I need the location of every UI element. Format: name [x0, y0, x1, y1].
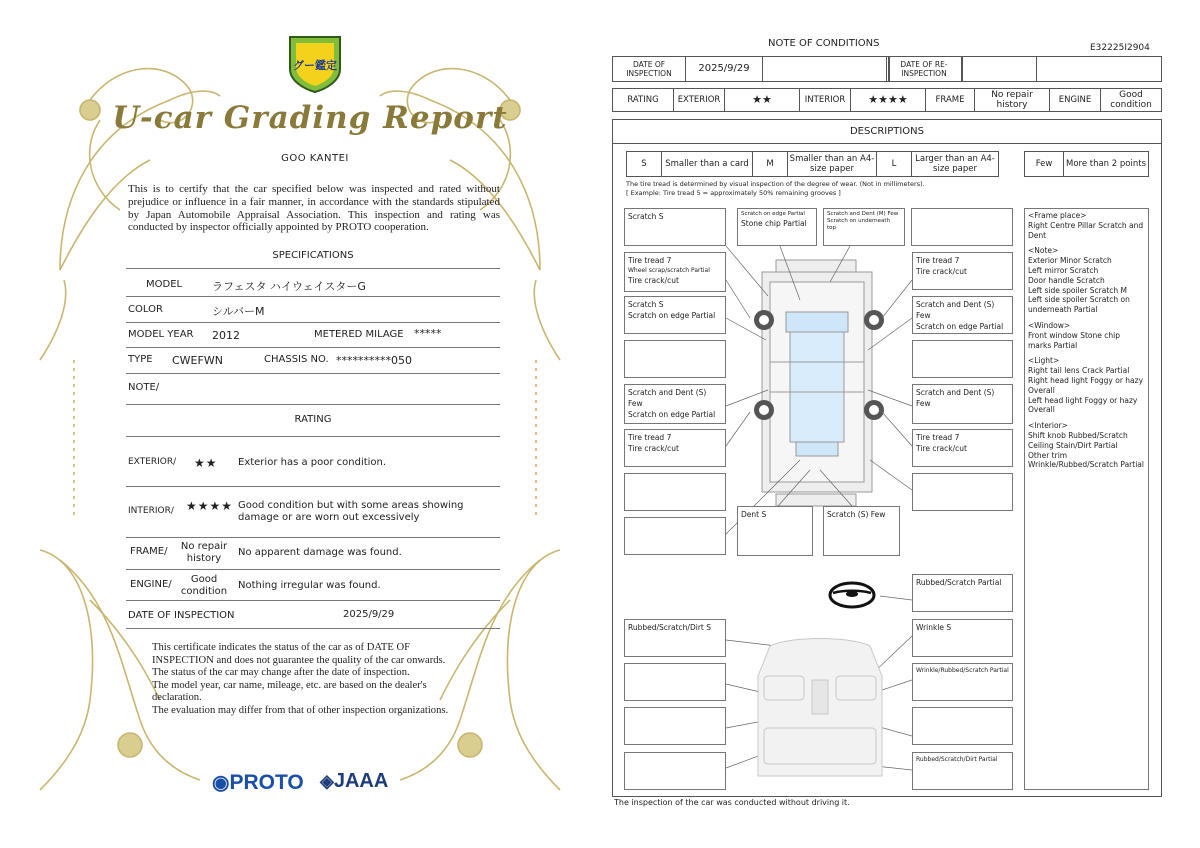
condition-text: Scratch (S) Few — [827, 510, 886, 519]
condition-box — [912, 574, 1013, 612]
engine-description: Nothing irregular was found. — [238, 580, 381, 591]
divider — [126, 569, 500, 570]
legend-l: L — [876, 151, 912, 177]
note-line: Other trim — [1028, 450, 1068, 460]
divider — [126, 537, 500, 538]
model-year-label: MODEL YEAR — [128, 329, 194, 340]
certificate-footer — [152, 642, 472, 718]
condition-text: Wheel scrap/scratch Partial — [628, 267, 710, 274]
condition-box — [624, 707, 726, 745]
condition-text: Rubbed/Scratch/Dirt S — [628, 623, 711, 632]
condition-box — [624, 252, 726, 292]
engine-value: Good condition — [1100, 88, 1162, 112]
color-label: COLOR — [128, 304, 163, 315]
note-line: Right Centre Pillar Scratch and Dent — [1028, 220, 1144, 240]
condition-box — [624, 208, 726, 246]
model-year-value: 2012 — [212, 329, 240, 342]
note-line: Left mirror Scratch — [1028, 265, 1099, 275]
condition-box — [737, 208, 817, 246]
badge-text: グー鑑定 — [293, 59, 337, 72]
condition-text: Tire crack/cut — [628, 276, 679, 285]
legend-few: Few — [1024, 151, 1064, 177]
condition-text: Tire crack/cut — [628, 444, 679, 453]
condition-text: top — [827, 225, 837, 231]
sheet-title: NOTE OF CONDITIONS — [768, 38, 880, 49]
specifications-heading: SPECIFICATIONS — [272, 250, 354, 261]
frame-label: FRAME/ — [130, 546, 168, 557]
certificate-subtitle: GOO KANTEI — [281, 153, 349, 164]
condition-text: Scratch and Dent (M) Few — [827, 211, 899, 217]
note-line: Left head light Foggy or hazy Overall — [1028, 395, 1138, 415]
note-line: Exterior Minor Scratch — [1028, 256, 1112, 266]
condition-text: Scratch on underneath — [827, 218, 891, 224]
note-line: Ceiling Stain/Dirt Partial — [1028, 440, 1118, 450]
date-of-reinspection-label: DATE OF RE-INSPECTION — [886, 56, 962, 82]
condition-box — [624, 663, 726, 701]
note-line: <Interior> — [1028, 421, 1068, 431]
footer-line: The evaluation may differ from that of other inspection organizations. — [152, 704, 449, 716]
legend-s-desc: Smaller than a card — [661, 151, 753, 177]
tire-note-example: [ Example: Tire tread 5 = approximately 50% remaining grooves ] — [626, 189, 841, 197]
condition-text: Scratch on edge Partial — [741, 211, 805, 217]
frame-value: No repair history — [974, 88, 1050, 112]
certificate-intro: This is to certify that the car specified below was inspected and rated without prejudice or influence in a fair manner, in accordance with the standards stipulated by Japan Automobile Appraisal Association. This inspection and rating was conducted by inspector officially appointed by PROTO cooperation. — [128, 183, 500, 234]
note-line: Front window Stone chip marks Partial — [1028, 330, 1120, 350]
interior-label: INTERIOR — [799, 88, 851, 112]
divider — [126, 628, 500, 629]
condition-text: Wrinkle/Rubbed/Scratch Partial — [916, 667, 1009, 674]
note-line: Left side spoiler Scratch on underneath Partial — [1028, 295, 1130, 315]
legend-s: S — [626, 151, 662, 177]
divider — [126, 486, 500, 487]
model-label: MODEL — [146, 279, 183, 290]
condition-box — [912, 619, 1013, 657]
condition-box — [737, 506, 813, 556]
divider — [126, 347, 500, 348]
note-line: Right head light Foggy or hazy Overall — [1028, 375, 1144, 395]
legend-m-desc: Smaller than an A4-size paper — [787, 151, 877, 177]
exterior-stars: ★★ — [724, 88, 800, 112]
jaaa-logo-text: JAAA — [333, 770, 389, 792]
condition-text: Scratch S — [628, 212, 664, 221]
note-line: Wrinkle/Rubbed/Scratch Partial — [1028, 460, 1144, 470]
exterior-description: Exterior has a poor condition. — [238, 457, 387, 468]
notes-panel — [1024, 208, 1149, 790]
rating-label: RATING — [612, 88, 674, 112]
condition-text: Scratch and Dent (S) Few — [916, 300, 995, 320]
condition-text: Tire tread 7 — [628, 433, 672, 442]
note-line: Shift knob Rubbed/Scratch — [1028, 430, 1128, 440]
metered-mileage-label: METERED MILAGE — [314, 329, 404, 340]
condition-box — [624, 340, 726, 378]
chassis-label: CHASSIS NO. — [264, 354, 329, 365]
condition-box — [912, 296, 1013, 334]
engine-label: ENGINE/ — [130, 579, 172, 590]
type-label: TYPE — [128, 354, 153, 365]
metered-mileage-value: ***** — [414, 327, 442, 340]
interior-stars: ★★★★ — [850, 88, 926, 112]
condition-box — [624, 296, 726, 334]
divider — [126, 322, 500, 323]
legend-few-desc: More than 2 points — [1063, 151, 1149, 177]
steering-wheel-icon — [827, 580, 877, 610]
note-label: NOTE/ — [128, 382, 160, 393]
date-of-inspection-value: 2025/9/29 — [685, 56, 763, 82]
color-value: シルバーM — [212, 305, 265, 318]
sheet-footer: The inspection of the car was conducted without driving it. — [614, 798, 850, 807]
condition-text: Scratch S — [628, 300, 664, 309]
condition-text: Tire tread 7 — [916, 256, 960, 265]
condition-box — [912, 663, 1013, 701]
condition-text: Tire crack/cut — [916, 444, 967, 453]
condition-box — [912, 752, 1013, 790]
condition-box — [911, 208, 1013, 246]
interior-description: Good condition but with some areas showing damage or are worn out excessively — [238, 500, 464, 523]
condition-text: Tire crack/cut — [916, 267, 967, 276]
interior-label: INTERIOR/ — [128, 506, 174, 516]
note-line: <Window> — [1028, 320, 1071, 330]
note-of-conditions-sheet — [600, 0, 1200, 848]
exterior-label: EXTERIOR — [673, 88, 725, 112]
condition-text: Scratch and Dent (S) Few — [916, 388, 995, 408]
car-interior-diagram — [750, 636, 890, 786]
condition-box — [912, 384, 1013, 424]
divider — [126, 296, 500, 297]
divider — [126, 436, 500, 437]
condition-box — [912, 340, 1013, 378]
condition-box — [912, 252, 1013, 290]
condition-text: Wrinkle S — [916, 623, 952, 632]
exterior-label: EXTERIOR/ — [128, 457, 177, 467]
footer-line: INSPECTION and does not guarantee the quality of the car onwards. — [152, 654, 446, 666]
type-value: CWEFWN — [172, 354, 223, 367]
footer-line: The status of the car may change after the date of inspection. — [152, 667, 410, 679]
condition-box — [624, 517, 726, 555]
footer-line: The model year, car name, mileage, etc. are based on the dealer's — [152, 679, 427, 691]
note-line: Right tail lens Crack Partial — [1028, 366, 1130, 376]
condition-box — [624, 384, 726, 424]
condition-text: Stone chip Partial — [741, 219, 807, 228]
sheet-code: E32225I2904 — [1090, 43, 1150, 53]
tire-note: The tire tread is determined by visual inspection of the degree of wear. (Not in millimeters). — [626, 180, 925, 188]
rating-heading: RATING — [294, 414, 332, 425]
goo-kantei-badge-logo — [286, 31, 344, 93]
footer-line: This certificate indicates the status of the car as of DATE OF — [152, 642, 410, 653]
note-line: <Note> — [1028, 246, 1059, 256]
divider — [126, 373, 500, 374]
condition-box — [912, 707, 1013, 745]
jaaa-logo — [320, 770, 388, 793]
condition-text: Scratch on edge Partial — [628, 410, 716, 419]
descriptions-heading: DESCRIPTIONS — [612, 119, 1162, 144]
note-line: Door handle Scratch — [1028, 275, 1105, 285]
condition-text: Scratch and Dent (S) Few — [628, 388, 707, 408]
frame-description: No apparent damage was found. — [238, 547, 402, 558]
divider — [126, 268, 500, 269]
note-line: <Frame place> — [1028, 211, 1087, 220]
engine-label: ENGINE — [1049, 88, 1101, 112]
divider — [126, 404, 500, 405]
condition-text: Tire tread 7 — [916, 433, 960, 442]
model-value: ラフェスタ ハイウェイスターG — [212, 280, 366, 293]
condition-box — [912, 429, 1013, 467]
condition-box — [624, 619, 726, 657]
condition-text: Scratch on edge Partial — [916, 322, 1004, 331]
condition-box — [823, 506, 900, 556]
condition-box — [624, 752, 726, 790]
legend-l-desc: Larger than an A4-size paper — [911, 151, 999, 177]
condition-box — [624, 429, 726, 467]
note-line: <Light> — [1028, 356, 1060, 366]
proto-logo-text: PROTO — [229, 771, 304, 794]
proto-logo — [212, 770, 304, 795]
condition-text: Rubbed/Scratch/Dirt Partial — [916, 756, 998, 763]
proto-mark-icon: ◉ — [212, 772, 230, 794]
certificate-title: U-car Grading Report — [112, 100, 508, 136]
jaaa-mark-icon: ◈ — [320, 771, 334, 791]
footer-line: declaration. — [152, 692, 202, 704]
date-of-inspection-label: DATE OF INSPECTION — [128, 610, 235, 621]
condition-box — [624, 473, 726, 511]
frame-value: No repair history — [180, 541, 228, 564]
divider — [126, 600, 500, 601]
exterior-stars: ★★ — [194, 456, 218, 470]
condition-text: Dent S — [741, 510, 767, 519]
condition-text: Tire tread 7 — [628, 256, 672, 265]
condition-text: Scratch on edge Partial — [628, 311, 716, 320]
interior-stars: ★★★★ — [186, 499, 234, 513]
frame-label: FRAME — [925, 88, 975, 112]
note-line: Left side spoiler Scratch M — [1028, 285, 1127, 295]
engine-value: Good condition — [180, 574, 228, 597]
chassis-value: **********050 — [336, 354, 412, 367]
condition-text: Rubbed/Scratch Partial — [916, 578, 1002, 587]
condition-box — [823, 208, 905, 246]
condition-box — [912, 473, 1013, 511]
date-of-inspection-value: 2025/9/29 — [343, 609, 395, 620]
date-of-inspection-label: DATE OF INSPECTION — [612, 56, 686, 82]
legend-m: M — [752, 151, 788, 177]
